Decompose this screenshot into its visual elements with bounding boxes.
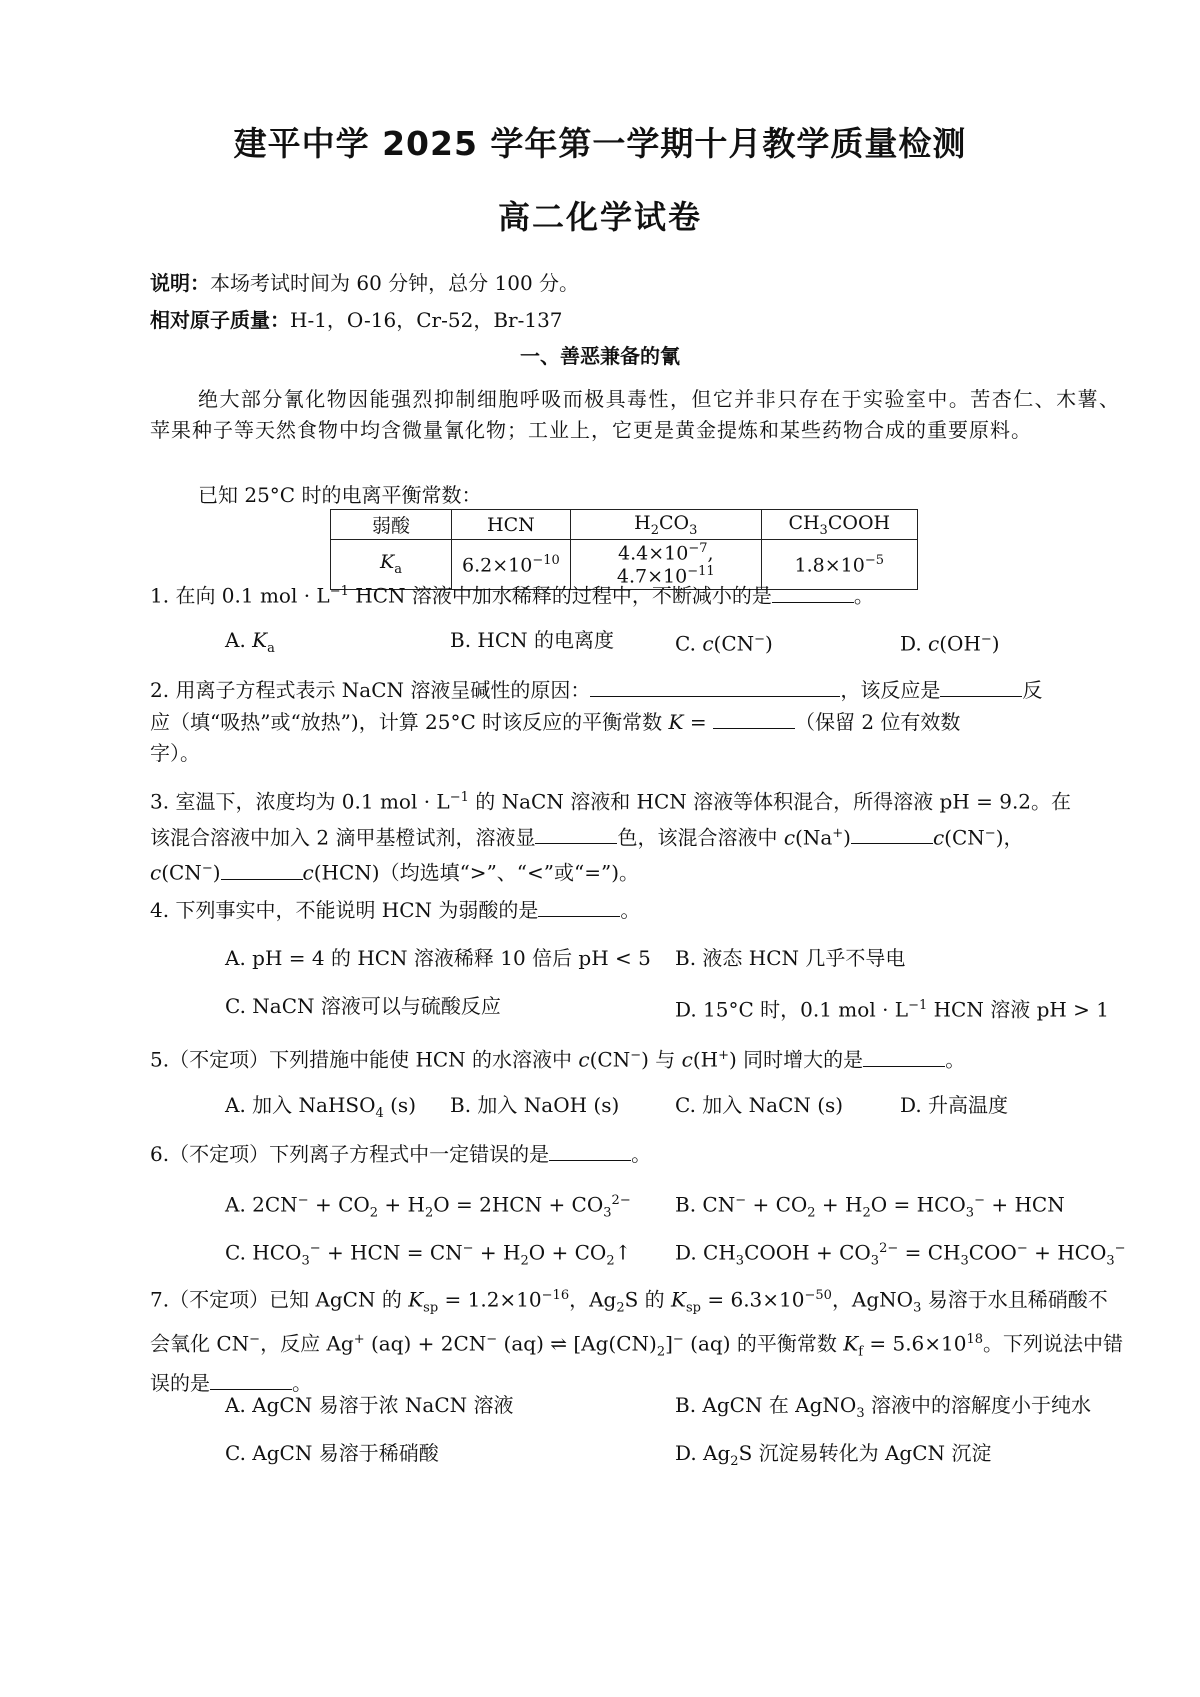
ka-table-cell: $H_2CO_3$ (570, 510, 761, 540)
q6-option-a: A. $2CN^- + CO_2 + H_2O = 2HCN + CO_3^{2-}$ (225, 1192, 631, 1221)
q4-option-d: D. 15°C 时，0.1 mol · $L^{-1}$ HCN 溶液 pH > 1 (675, 997, 1110, 1022)
q7-option-b: B. AgCN 在 AgNO$_3$ 溶液中的溶解度小于纯水 (675, 1393, 1091, 1421)
q1-option-c: C. c(CN−) (675, 631, 773, 656)
ka-table-cell: 弱酸 (331, 510, 452, 540)
q4-option-b: B. 液态 HCN 几乎不导电 (675, 946, 906, 970)
answer-blank[interactable] (863, 1044, 945, 1067)
q4-option-a: A. pH = 4 的 HCN 溶液稀释 10 倍后 pH < 5 (225, 946, 651, 970)
exam-title: 建平中学 2025 学年第一学期十月教学质量检测 (233, 124, 967, 163)
note-label: 说明： (150, 271, 210, 295)
ka-table-header-row (331, 510, 918, 540)
answer-blank[interactable] (590, 674, 840, 697)
question-1: 1. 在向 0.1 mol · $L^{-1}$ HCN 溶液中加水稀释的过程中，不断减小的是 。 (150, 576, 1130, 612)
q1-option-a: A. $K_a$ (225, 628, 275, 656)
q4-option-c: C. NaCN 溶液可以与硫酸反应 (225, 994, 501, 1018)
q6-option-c: C. $HCO_3^-$ + HCN = $CN^- + H_2O$ + $CO_2↑$ (225, 1240, 632, 1269)
mass-label: 相对原子质量： (150, 308, 290, 332)
intro-paragraph: 绝大部分氰化物因能强烈抑制细胞呼吸而极具毒性，但它并非只存在于实验室中。苦杏仁、木薯、苹果种子等天然食物中均含微量氰化物；工业上，它更是黄金提炼和某些药物合成的重要原料。 (150, 387, 1120, 442)
question-6: 6.（不定项）下列离子方程式中一定错误的是 。 (150, 1138, 1130, 1170)
ka-table-cell: $CH_3COOH$ (761, 510, 917, 540)
question-4: 4. 下列事实中，不能说明 HCN 为弱酸的是 。 (150, 894, 1130, 926)
answer-blank[interactable] (549, 1138, 631, 1161)
question-7: 7.（不定项）已知 AgCN 的 $K_{sp} = 1.2\times 10^{-16}$，$Ag_2S$ 的 $K_{sp} = 6.3\times 10^{-50}$，AgNO$_3$ 易溶于水且稀硝酸不 会氧化 CN−，反应 Ag+ (aq) + 2CN− (aq) ⇌ $[Ag(CN)_2]^-$ (aq) 的平衡常数 $K_f = 5.6\times 10^{18}$。下列说法中错 误的是 。 (150, 1287, 1124, 1396)
answer-blank[interactable] (221, 857, 303, 880)
question-5: 5.（不定项）下列措施中能使 HCN 的水溶液中 c(CN−) 与 c(H+) 同时增大的是 。 (150, 1040, 1130, 1076)
q7-option-d: D. $Ag_2S$ 沉淀易转化为 AgCN 沉淀 (675, 1441, 992, 1469)
answer-blank[interactable] (535, 821, 617, 844)
atomic-mass-line (150, 305, 563, 335)
q5-option-c: C. 加入 NaCN (s) (675, 1093, 844, 1117)
ka-table-cell: $K_a$ (331, 540, 452, 590)
answer-blank[interactable] (713, 706, 795, 729)
question-3: 3. 室温下，浓度均为 0.1 mol · $L^{-1}$ 的 NaCN 溶液和 HCN 溶液等体积混合，所得溶液 pH = 9.2。在 该混合溶液中加入 2 滴甲基橙试剂，溶液显 色，该混合溶液中 c(Na+) c(CN−)， c(CN−) c(HCN)（均选填“>”、“<”或“=”)。 (150, 789, 1072, 885)
q6-option-d: D. $CH_3COOH + CO_3^{2-} = CH_3COO^- + HCO_3^-$ (675, 1240, 1126, 1269)
question-2: 2. 用离子方程式表示 NaCN 溶液呈碱性的原因： ，该反应是 反 应（填“吸热”或“放热”)，计算 25°C 时该反应的平衡常数 K = （保留 2 位有效数 字）。 (150, 674, 1130, 769)
note-text: 本场考试时间为 60 分钟，总分 100 分。 (210, 271, 580, 295)
mass-text: H-1，O-16，Cr-52，Br-137 (290, 308, 563, 332)
q5-option-a: A. 加入 NaHSO$_4$ (s) (225, 1093, 416, 1121)
q7-option-a: A. AgCN 易溶于浓 NaCN 溶液 (225, 1393, 514, 1417)
q5-option-b: B. 加入 NaOH (s) (450, 1093, 620, 1117)
answer-blank[interactable] (538, 894, 620, 917)
q7-option-c: C. AgCN 易溶于稀硝酸 (225, 1441, 439, 1465)
answer-blank[interactable] (772, 580, 854, 603)
answer-blank[interactable] (210, 1367, 292, 1390)
exam-note (150, 268, 579, 298)
q6-option-b: B. $CN^- + CO_2 + H_2O = HCO_3^-$ + HCN (675, 1192, 1065, 1221)
section-title: 一、善恶兼备的氰 (520, 344, 680, 368)
ka-table-cell: HCN (452, 510, 571, 540)
q1-option-d: D. c(OH−) (900, 631, 1000, 656)
ka-table-cell: $1.8\times 10^{-5}$ (761, 540, 917, 590)
q1-option-b: B. HCN 的电离度 (450, 628, 615, 652)
given-line: 已知 25°C 时的电离平衡常数： (198, 483, 482, 507)
answer-blank[interactable] (851, 821, 933, 844)
q5-option-d: D. 升高温度 (900, 1093, 1009, 1117)
ka-table-cell: $4.4\times 10^{-7}$, $4.7\times 10^{-11}$ (570, 540, 761, 590)
answer-blank[interactable] (940, 674, 1022, 697)
exam-subtitle: 高二化学试卷 (497, 198, 702, 236)
ka-table-cell: $6.2\times 10^{-10}$ (452, 540, 571, 590)
